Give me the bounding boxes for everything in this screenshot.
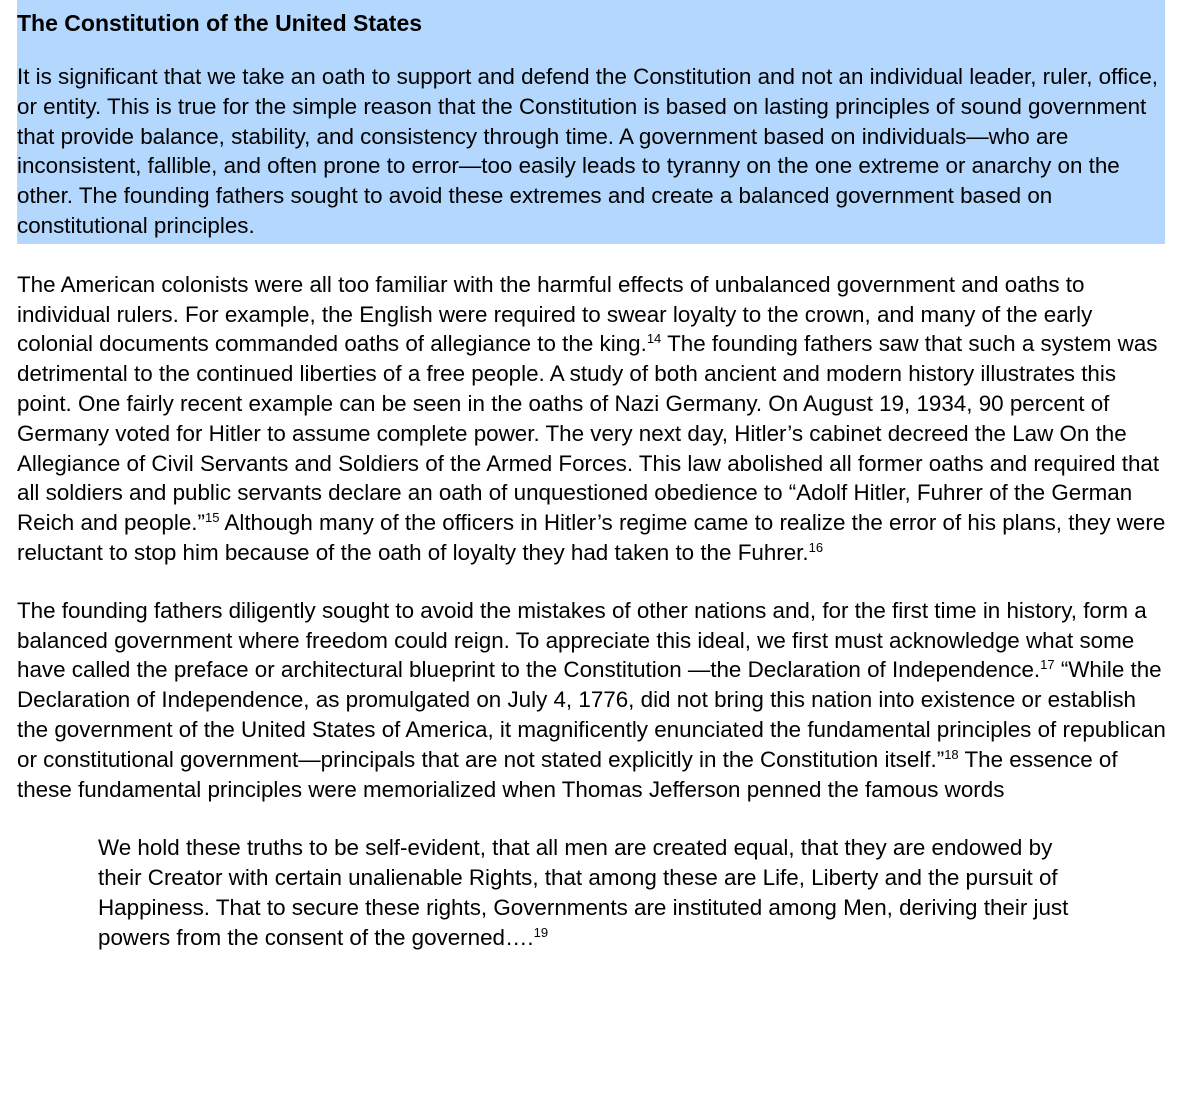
footnote-ref-16: 16 <box>808 539 824 555</box>
paragraph-text: “While the Declaration of Independence, as promulgated on July 4, 1776, did not bring this nation into existence or establish the government of the United States of America, it magnificently enunciated the fundamental principles of republican or constitutional government—principals that are not stated explicitly in the Constitution itself.” <box>17 657 1166 772</box>
footnote-ref-19: 19 <box>533 925 549 941</box>
footnote-ref-17: 17 <box>1040 657 1055 673</box>
paragraph-text: Although many of the officers in Hitler’s regime came to realize the error of his plans, they were reluctant to stop him because of the oath of loyalty they had taken to the Fuhrer. <box>17 510 1166 565</box>
quote-text: We hold these truths to be self-evident, that all men are created equal, that they are endowed by their Creator with certain unalienable Rights, that among these are Life, Liberty and the pursuit of Happiness. That to secure these rights, Governments are instituted among Men, deriving their just powers from the consent of the governed…. <box>98 835 1069 951</box>
document-page <box>17 8 1167 953</box>
footnote-ref-15: 15 <box>204 510 220 526</box>
declaration-quote <box>98 833 1088 953</box>
paragraph-text: The founding fathers diligently sought to avoid the mistakes of other nations and, for the first time in history, form a balanced government where freedom could reign. To appreciate this ideal, we first must acknowledge what some have called the preface or architectural blueprint to the Constitution —the Declaration of Independence. <box>17 597 1147 683</box>
paragraph-colonists <box>17 270 1167 568</box>
footnote-ref-14: 14 <box>646 331 662 347</box>
paragraph-oath-principle: It is significant that we take an oath to support and defend the Constitution and not an individual leader, ruler, office, or entity. This is true for the simple reason that the Constitution is based on lasting principles of sound government that provide balance, stability, and consistency through time. A government based on individuals—who are inconsistent, fallible, and often prone to error—too easily leads to tyranny on the one extreme or anarchy on the other. The founding fathers sought to avoid these extremes and create a balanced government based on constitutional principles. <box>17 64 1159 238</box>
paragraph-founding-fathers <box>17 596 1167 805</box>
paragraph-text: The American colonists were all too familiar with the harmful effects of unbalanced government and oaths to individual rulers. For example, the English were required to swear loyalty to the crown, and many of the early colonial documents commanded oaths of allegiance to the king. <box>17 271 1093 357</box>
paragraph-text: The essence of these fundamental principles were memorialized when Thomas Jefferson penned the famous words <box>17 746 1118 802</box>
page-title: The Constitution of the United States <box>17 10 423 36</box>
paragraph-text: The founding fathers saw that such a system was detrimental to the continued liberties of a free people. A study of both ancient and modern history illustrates this point. One fairly recent example can be seen in the oaths of Nazi Germany. On August 19, 1934, 90 percent of Germany voted for Hitler to assume complete power. The very next day, Hitler’s cabinet decreed the Law On the Allegiance of Civil Servants and Soldiers of the Armed Forces. This law abolished all former oaths and required that all soldiers and public servants declare an oath of unquestioned obedience to “Adolf Hitler, Fuhrer of the German Reich and people.” <box>17 331 1160 536</box>
footnote-ref-18: 18 <box>944 746 959 762</box>
